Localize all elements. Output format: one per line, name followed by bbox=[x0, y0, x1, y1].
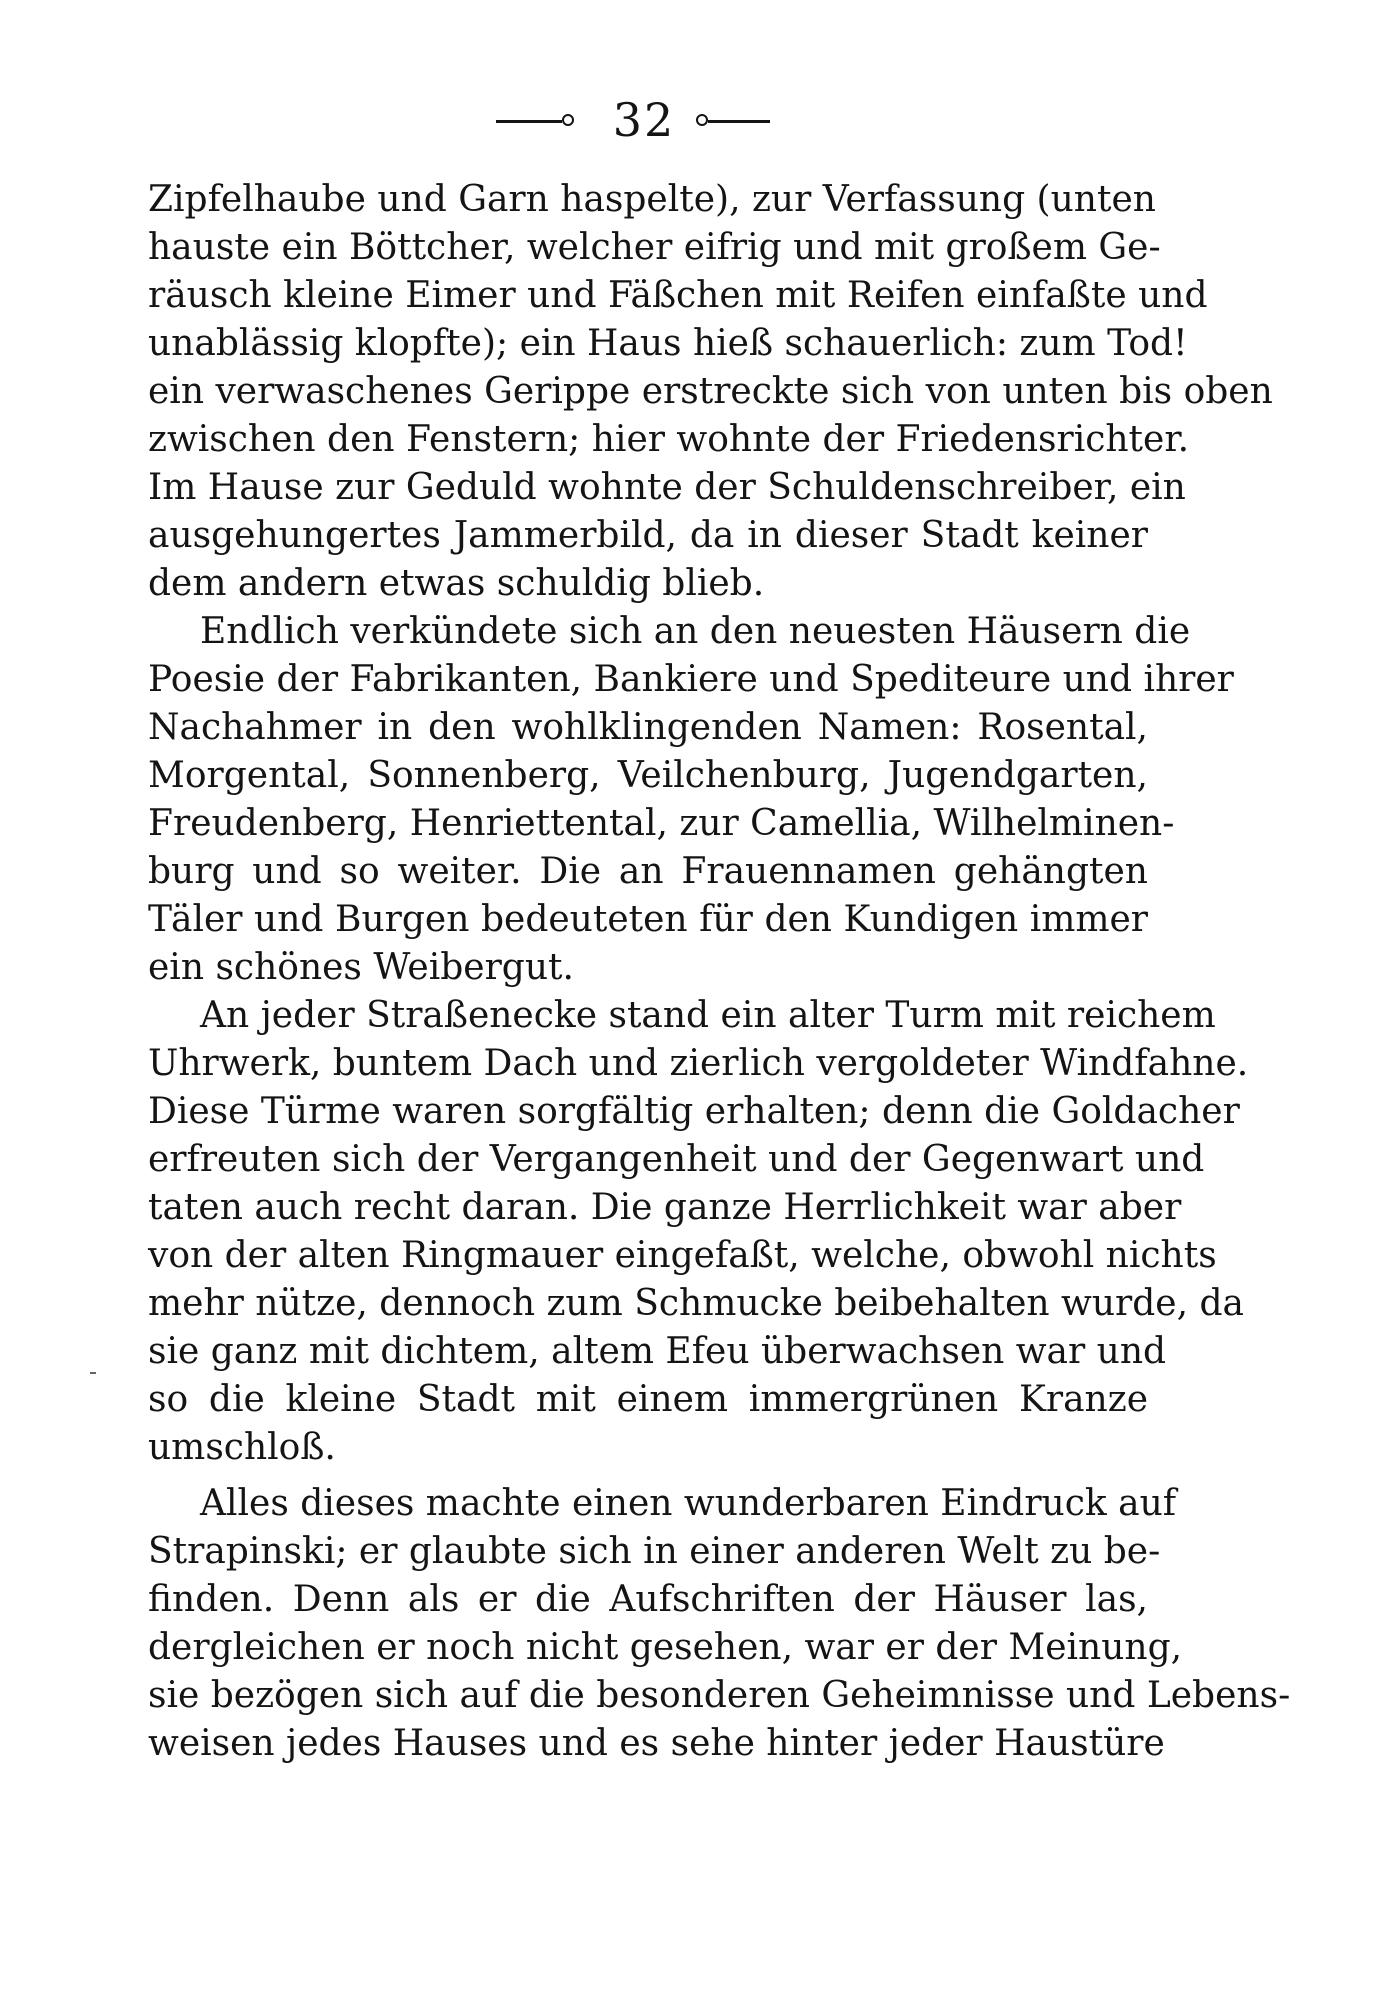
text-line: räusch kleine Eimer und Fäßchen mit Reifen einfaßte und bbox=[148, 275, 1208, 316]
text-line: sie bezögen sich auf die besonderen Geheimnisse und Lebens- bbox=[148, 1675, 1291, 1716]
text-line: hauste ein Böttcher, welcher eifrig und mit großem Ge- bbox=[148, 227, 1161, 268]
text-line: Diese Türme waren sorgfältig erhalten; denn die Goldacher bbox=[148, 1091, 1240, 1132]
text-line: weisen jedes Hauses und es sehe hinter jeder Haustüre bbox=[148, 1723, 1165, 1764]
text-line: Strapinski; er glaubte sich in einer anderen Welt zu be- bbox=[148, 1531, 1161, 1572]
text-line: ein schönes Weibergut. bbox=[148, 947, 574, 988]
text-line: An jeder Straßenecke stand ein alter Turm mit reichem bbox=[200, 995, 1216, 1036]
text-line: von der alten Ringmauer eingefaßt, welche, obwohl nichts bbox=[148, 1235, 1217, 1276]
text-line: ausgehungertes Jammerbild, da in dieser Stadt keiner bbox=[148, 515, 1148, 556]
text-line: Täler und Burgen bedeuteten für den Kundigen immer bbox=[148, 899, 1148, 940]
text-line: Zipfelhaube und Garn haspelte), zur Verfassung (unten bbox=[148, 179, 1156, 220]
text-line: dem andern etwas schuldig blieb. bbox=[148, 563, 765, 604]
text-line: Freudenberg, Henriettental, zur Camellia, Wilhelminen- bbox=[148, 803, 1175, 844]
text-line: Alles dieses machte einen wunderbaren Eindruck auf bbox=[200, 1483, 1177, 1524]
stray-mark bbox=[90, 1372, 96, 1374]
text-line: umschloß. bbox=[148, 1427, 336, 1468]
text-line: burg und so weiter. Die an Frauennamen gehängten bbox=[148, 851, 1148, 892]
text-line: Poesie der Fabrikanten, Bankiere und Spediteure und ihrer bbox=[148, 659, 1234, 700]
text-line: Nachahmer in den wohlklingenden Namen: Rosental, bbox=[148, 707, 1148, 748]
text-line: sie ganz mit dichtem, altem Efeu überwachsen war und bbox=[148, 1331, 1167, 1372]
page-header bbox=[0, 92, 1393, 152]
text-line: Endlich verkündete sich an den neuesten Häusern die bbox=[200, 611, 1191, 652]
text-line: dergleichen er noch nicht gesehen, war er der Meinung, bbox=[148, 1627, 1183, 1668]
text-line: Morgental, Sonnenberg, Veilchenburg, Jugendgarten, bbox=[148, 755, 1148, 796]
text-line: so die kleine Stadt mit einem immergrünen Kranze bbox=[148, 1379, 1148, 1420]
text-line: Uhrwerk, buntem Dach und zierlich vergoldeter Windfahne. bbox=[148, 1043, 1249, 1084]
text-line: erfreuten sich der Vergangenheit und der Gegenwart und bbox=[148, 1139, 1205, 1180]
text-line: unablässig klopfte); ein Haus hieß schauerlich: zum Tod! bbox=[148, 323, 1188, 364]
text-line: taten auch recht daran. Die ganze Herrlichkeit war aber bbox=[148, 1187, 1182, 1228]
right-ornament-line bbox=[708, 120, 770, 123]
text-line: Im Hause zur Geduld wohnte der Schuldenschreiber, ein bbox=[148, 467, 1186, 508]
right-ornament-circle bbox=[696, 114, 708, 126]
text-line: ein verwaschenes Gerippe erstreckte sich von unten bis oben bbox=[148, 371, 1273, 412]
text-line: mehr nütze, dennoch zum Schmucke beibehalten wurde, da bbox=[148, 1283, 1244, 1324]
left-ornament-circle bbox=[562, 114, 574, 126]
text-line: zwischen den Fenstern; hier wohnte der Friedensrichter. bbox=[148, 419, 1190, 460]
text-line: finden. Denn als er die Aufschriften der Häuser las, bbox=[148, 1579, 1148, 1620]
left-ornament-line bbox=[496, 120, 562, 123]
page-number: 32 bbox=[612, 93, 676, 147]
